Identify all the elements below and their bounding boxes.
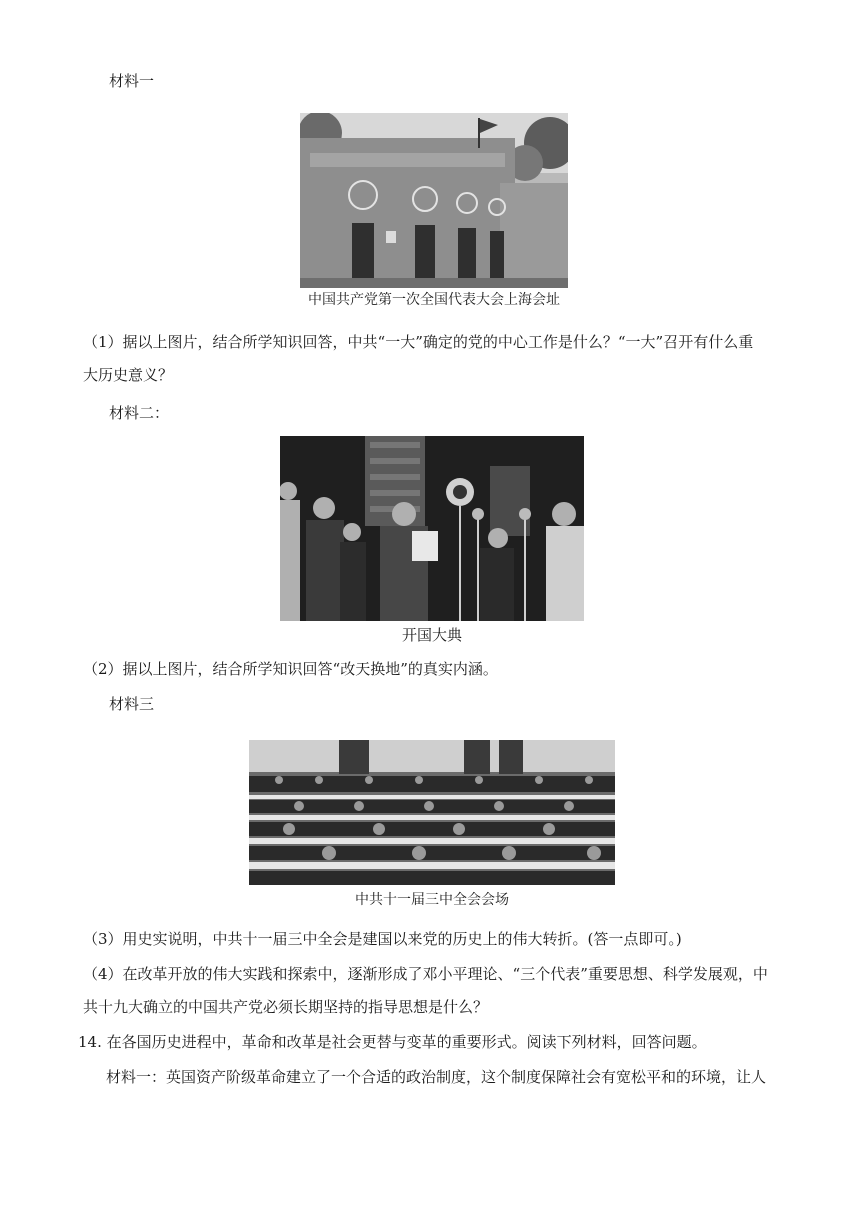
photo-caption-third-plenum: 中共十一届三中全会会场: [355, 892, 509, 908]
question-14-material1-line1: 材料一：英国资产阶级革命建立了一个合适的政治制度，这个制度保障社会有宽松平和的环境，让人: [106, 1068, 767, 1086]
photo-first-congress-site: [300, 113, 568, 288]
material1-heading: 材料一: [109, 72, 155, 90]
question-14-stem: 14. 在各国历史进程中，革命和改革是社会更替与变革的重要形式。阅读下列材料，回答问题。: [78, 1033, 707, 1051]
question-1-line1: （1）据以上图片，结合所学知识回答，中共“一大”确定的党的中心工作是什么？“一大”召开有什么重: [83, 333, 754, 351]
question-1-line2: 大历史意义？: [83, 366, 174, 384]
photo-founding-ceremony: [280, 436, 584, 621]
material2-heading: 材料二：: [109, 404, 170, 422]
photo-caption-first-congress: 中国共产党第一次全国代表大会上海会址: [308, 292, 560, 308]
question-2-line1: （2）据以上图片，结合所学知识回答“改天换地”的真实内涵。: [83, 660, 498, 678]
photo-caption-founding-ceremony: 开国大典: [401, 626, 462, 644]
question-4-line2: 共十九大确立的中国共产党必须长期坚持的指导思想是什么？: [83, 998, 489, 1016]
photo-third-plenum-hall: [249, 740, 615, 885]
question-3-line1: （3）用史实说明，中共十一届三中全会是建国以来党的历史上的伟大转折。(答一点即可。): [83, 930, 682, 948]
material3-heading: 材料三: [109, 695, 155, 713]
question-4-line1: （4）在改革开放的伟大实践和探索中，逐渐形成了邓小平理论、“三个代表”重要思想、科学发展观，中: [83, 965, 768, 983]
